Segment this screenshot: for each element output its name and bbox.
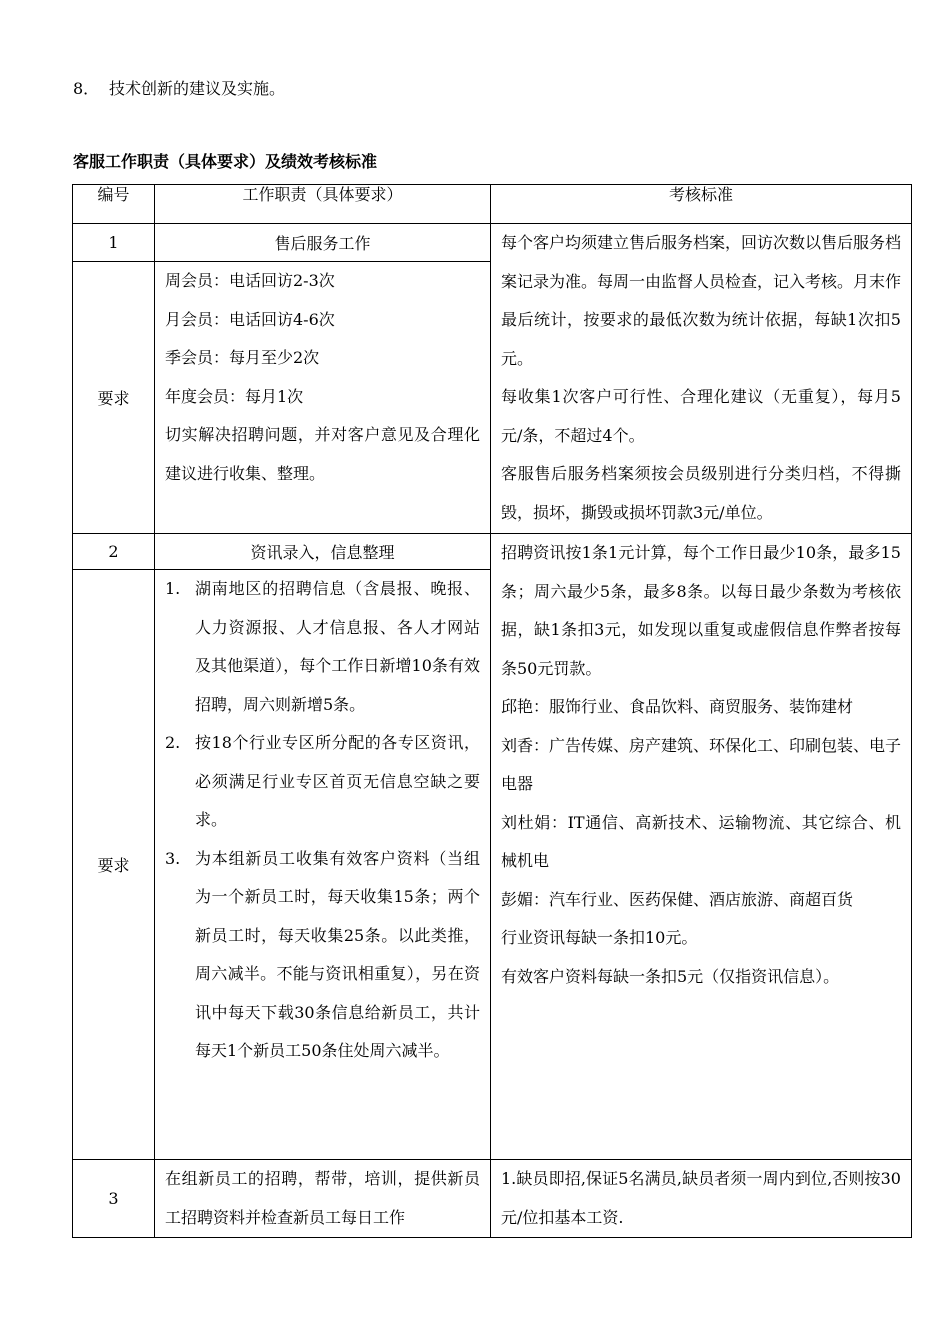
duties-table	[72, 184, 912, 1238]
criteria-paragraph: 刘杜娟：IT通信、高新技术、运输物流、其它综合、机械机电	[501, 812, 901, 870]
row-criteria: 1.缺员即招,保证5名满员,缺员者须一周内到位,否则按30元/位扣基本工资.	[491, 1160, 912, 1238]
requirement-line: 月会员：电话回访4-6次	[165, 309, 335, 329]
requirements-list	[165, 570, 480, 1071]
list-item	[165, 724, 480, 840]
table-row	[73, 1160, 912, 1238]
requirement-line: 切实解决招聘问题，并对客户意见及合理化建议进行收集、整理。	[165, 425, 480, 483]
requirement-line: 季会员：每月至少2次	[165, 348, 320, 367]
requirements-cell	[155, 570, 491, 1160]
row-duty: 在组新员工的招聘，帮带，培训，提供新员工招聘资料并检查新员工每日工作	[155, 1160, 491, 1238]
header-criteria: 考核标准	[491, 185, 912, 224]
table-row	[73, 224, 912, 262]
row-number: 1	[73, 224, 155, 262]
row-criteria	[491, 534, 912, 1160]
list-item	[165, 570, 480, 724]
intro-list-item	[73, 78, 285, 100]
list-item-text: 湖南地区的招聘信息（含晨报、晚报、人力资源报、人才信息报、各人才网站及其他渠道），每个工作日新增10条有效招聘，周六则新增5条。	[195, 579, 480, 714]
list-item-text: 按18个行业专区所分配的各专区资讯，必须满足行业专区首页无信息空缺之要求。	[195, 733, 480, 829]
intro-item-number: 8．	[73, 79, 100, 98]
criteria-paragraph: 每个客户均须建立售后服务档案，回访次数以售后服务档案记录为准。每周一由监督人员检查，记入考核。月末作最后统计，按要求的最低次数为统计依据，每缺1次扣5元。	[501, 233, 902, 368]
list-item	[165, 840, 480, 1071]
table-header-row	[73, 185, 912, 224]
requirement-line: 周会员：电话回访2-3次	[165, 271, 335, 290]
list-item-number: 3.	[165, 848, 181, 868]
criteria-paragraph: 每收集1次客户可行性、合理化建议（无重复），每月5元/条，不超过4个。	[501, 387, 901, 445]
criteria-paragraph: 行业资讯每缺一条扣10元。	[501, 928, 698, 947]
header-number: 编号	[73, 185, 155, 224]
row-duty: 售后服务工作	[155, 224, 491, 262]
criteria-paragraph: 彭媚：汽车行业、医药保健、酒店旅游、商超百货	[501, 889, 854, 909]
row-duty: 资讯录入，信息整理	[155, 534, 491, 570]
criteria-paragraph: 客服售后服务档案须按会员级别进行分类归档，不得撕毁，损坏，撕毁或损坏罚款3元/单位。	[501, 464, 901, 522]
list-item-text: 为本组新员工收集有效客户资料（当组为一个新员工时，每天收集15条；两个新员工时，每天收集25条。以此类推，周六减半。不能与资讯相重复），另在资讯中每天下载30条信息给新员工，共计每天1个新员工50条住处周六减半。	[195, 848, 480, 1060]
list-item-number: 2.	[165, 733, 181, 752]
requirements-cell	[155, 262, 491, 534]
row-criteria	[491, 224, 912, 534]
list-item-number: 1.	[165, 579, 181, 598]
intro-item-text: 技术创新的建议及实施。	[109, 79, 286, 98]
requirement-label: 要求	[73, 570, 155, 1160]
requirement-label: 要求	[73, 262, 155, 534]
header-duty: 工作职责（具体要求）	[155, 185, 491, 224]
criteria-paragraph: 招聘资讯按1条1元计算，每个工作日最少10条，最多15条；周六最少5条，最多8条。以每日最少条数为考核依据，缺1条扣3元，如发现以重复或虚假信息作弊者按每条50元罚款。	[501, 543, 901, 678]
row-number: 3	[73, 1160, 155, 1238]
criteria-paragraph: 刘香：广告传媒、房产建筑、环保化工、印刷包装、电子电器	[501, 735, 902, 793]
section-title: 客服工作职责（具体要求）及绩效考核标准	[73, 152, 378, 171]
requirement-line: 年度会员：每月1次	[165, 386, 304, 406]
row-number: 2	[73, 534, 155, 570]
criteria-paragraph: 邱艳：服饰行业、食品饮料、商贸服务、装饰建材	[501, 697, 854, 716]
criteria-paragraph: 有效客户资料每缺一条扣5元（仅指资讯信息）。	[501, 966, 840, 986]
table-row	[73, 534, 912, 570]
